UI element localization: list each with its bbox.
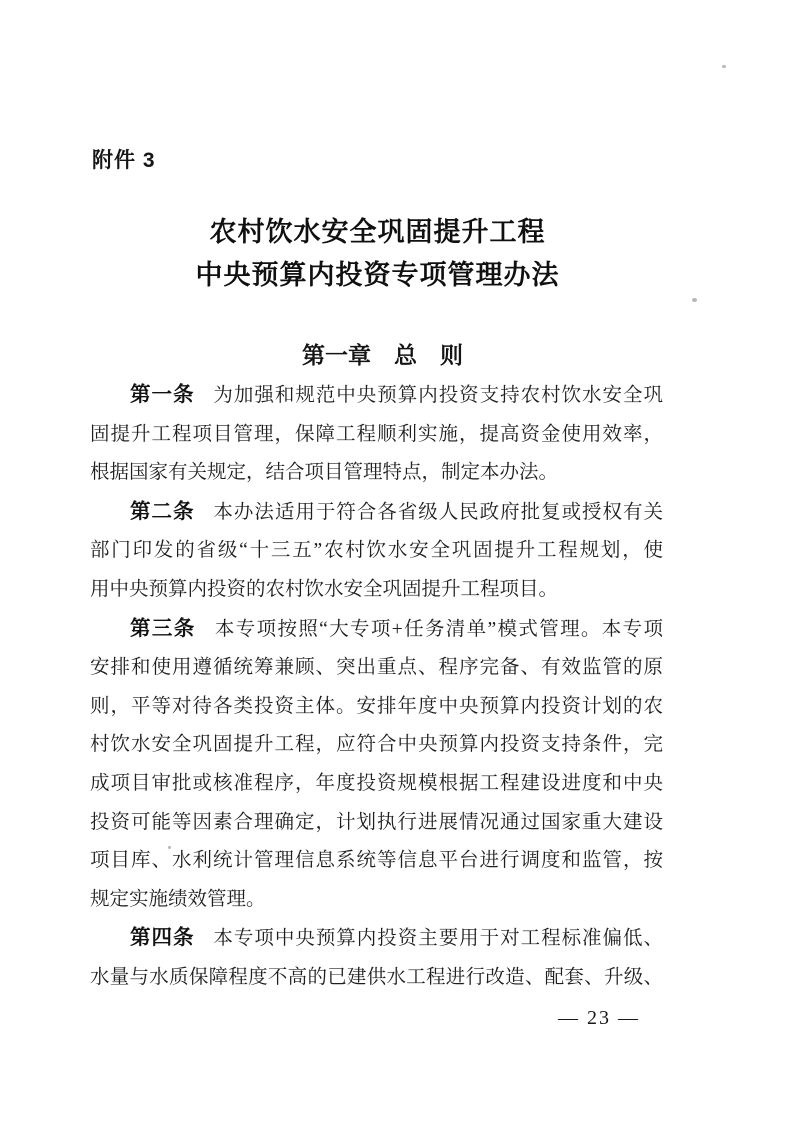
document-title-line-1: 农村饮水安全巩固提升工程 [209,217,546,247]
article-4-line-1: 本专项中央预算内投资主要用于对工程标准偏低、 [212,928,663,950]
text-line [90,376,663,416]
article-1 [90,376,663,493]
article-4 [90,919,663,997]
article-1-label: 第一条 [130,383,195,406]
article-3-label: 第三条 [130,616,196,640]
page-number: — 23 — [558,1007,640,1029]
article-2 [90,493,663,610]
article-3-line-2: 安排和使用遵循统筹兼顾、突出重点、程序完备、有效监管的原 [90,657,663,679]
article-1-line-3: 根据国家有关规定，结合项目管理特点，制定本办法。 [90,462,559,484]
article-3-line-1: 本专项按照“大专项+任务清单”模式管理。本专项 [213,618,663,640]
chapter-heading: 第一章 总 则 [302,342,463,368]
article-1-line-2: 固提升工程项目管理，保障工程顺利实施，提高资金使用效率， [90,423,663,445]
article-4-label: 第四条 [130,926,195,950]
text-line [90,493,663,533]
scan-speck [168,846,171,849]
article-3-line-5: 成项目审批或核准程序，年度投资规模根据工程建设进度和中央 [90,772,663,794]
article-3-line-4: 村饮水安全巩固提升工程，应符合中央预算内投资支持条件，完 [90,734,663,756]
scan-speck [692,298,697,302]
article-2-line-2: 部门印发的省级“十三五”农村饮水安全巩固提升工程规划，使 [90,540,663,562]
article-3-line-6: 投资可能等因素合理确定，计划执行进展情况通过国家重大建设 [90,811,663,833]
article-2-line-1: 本办法适用于符合各省级人民政府批复或授权有关 [212,501,663,523]
article-3 [90,610,663,920]
article-2-label: 第二条 [130,499,195,523]
article-3-line-7: 项目库、水利统计管理信息系统等信息平台进行调度和监管，按 [90,850,663,872]
article-1-line-1: 为加强和规范中央预算内投资支持农村饮水安全巩 [212,385,663,406]
document-title-line-2: 中央预算内投资专项管理办法 [195,260,560,290]
scan-speck [722,65,726,68]
article-2-line-3: 用中央预算内投资的农村饮水安全巩固提升工程项目。 [90,578,559,600]
document-title [90,211,665,297]
attachment-label: 附件 3 [92,149,156,172]
text-line [90,919,663,959]
article-4-line-2: 水量与水质保障程度不高的已建供水工程进行改造、配套、升级、 [90,966,663,988]
article-3-line-8: 规定实施绩效管理。 [90,888,266,910]
article-3-line-3: 则，平等对待各类投资主体。安排年度中央预算内投资计划的农 [90,695,663,717]
text-line [90,610,663,650]
document-body [90,376,663,998]
